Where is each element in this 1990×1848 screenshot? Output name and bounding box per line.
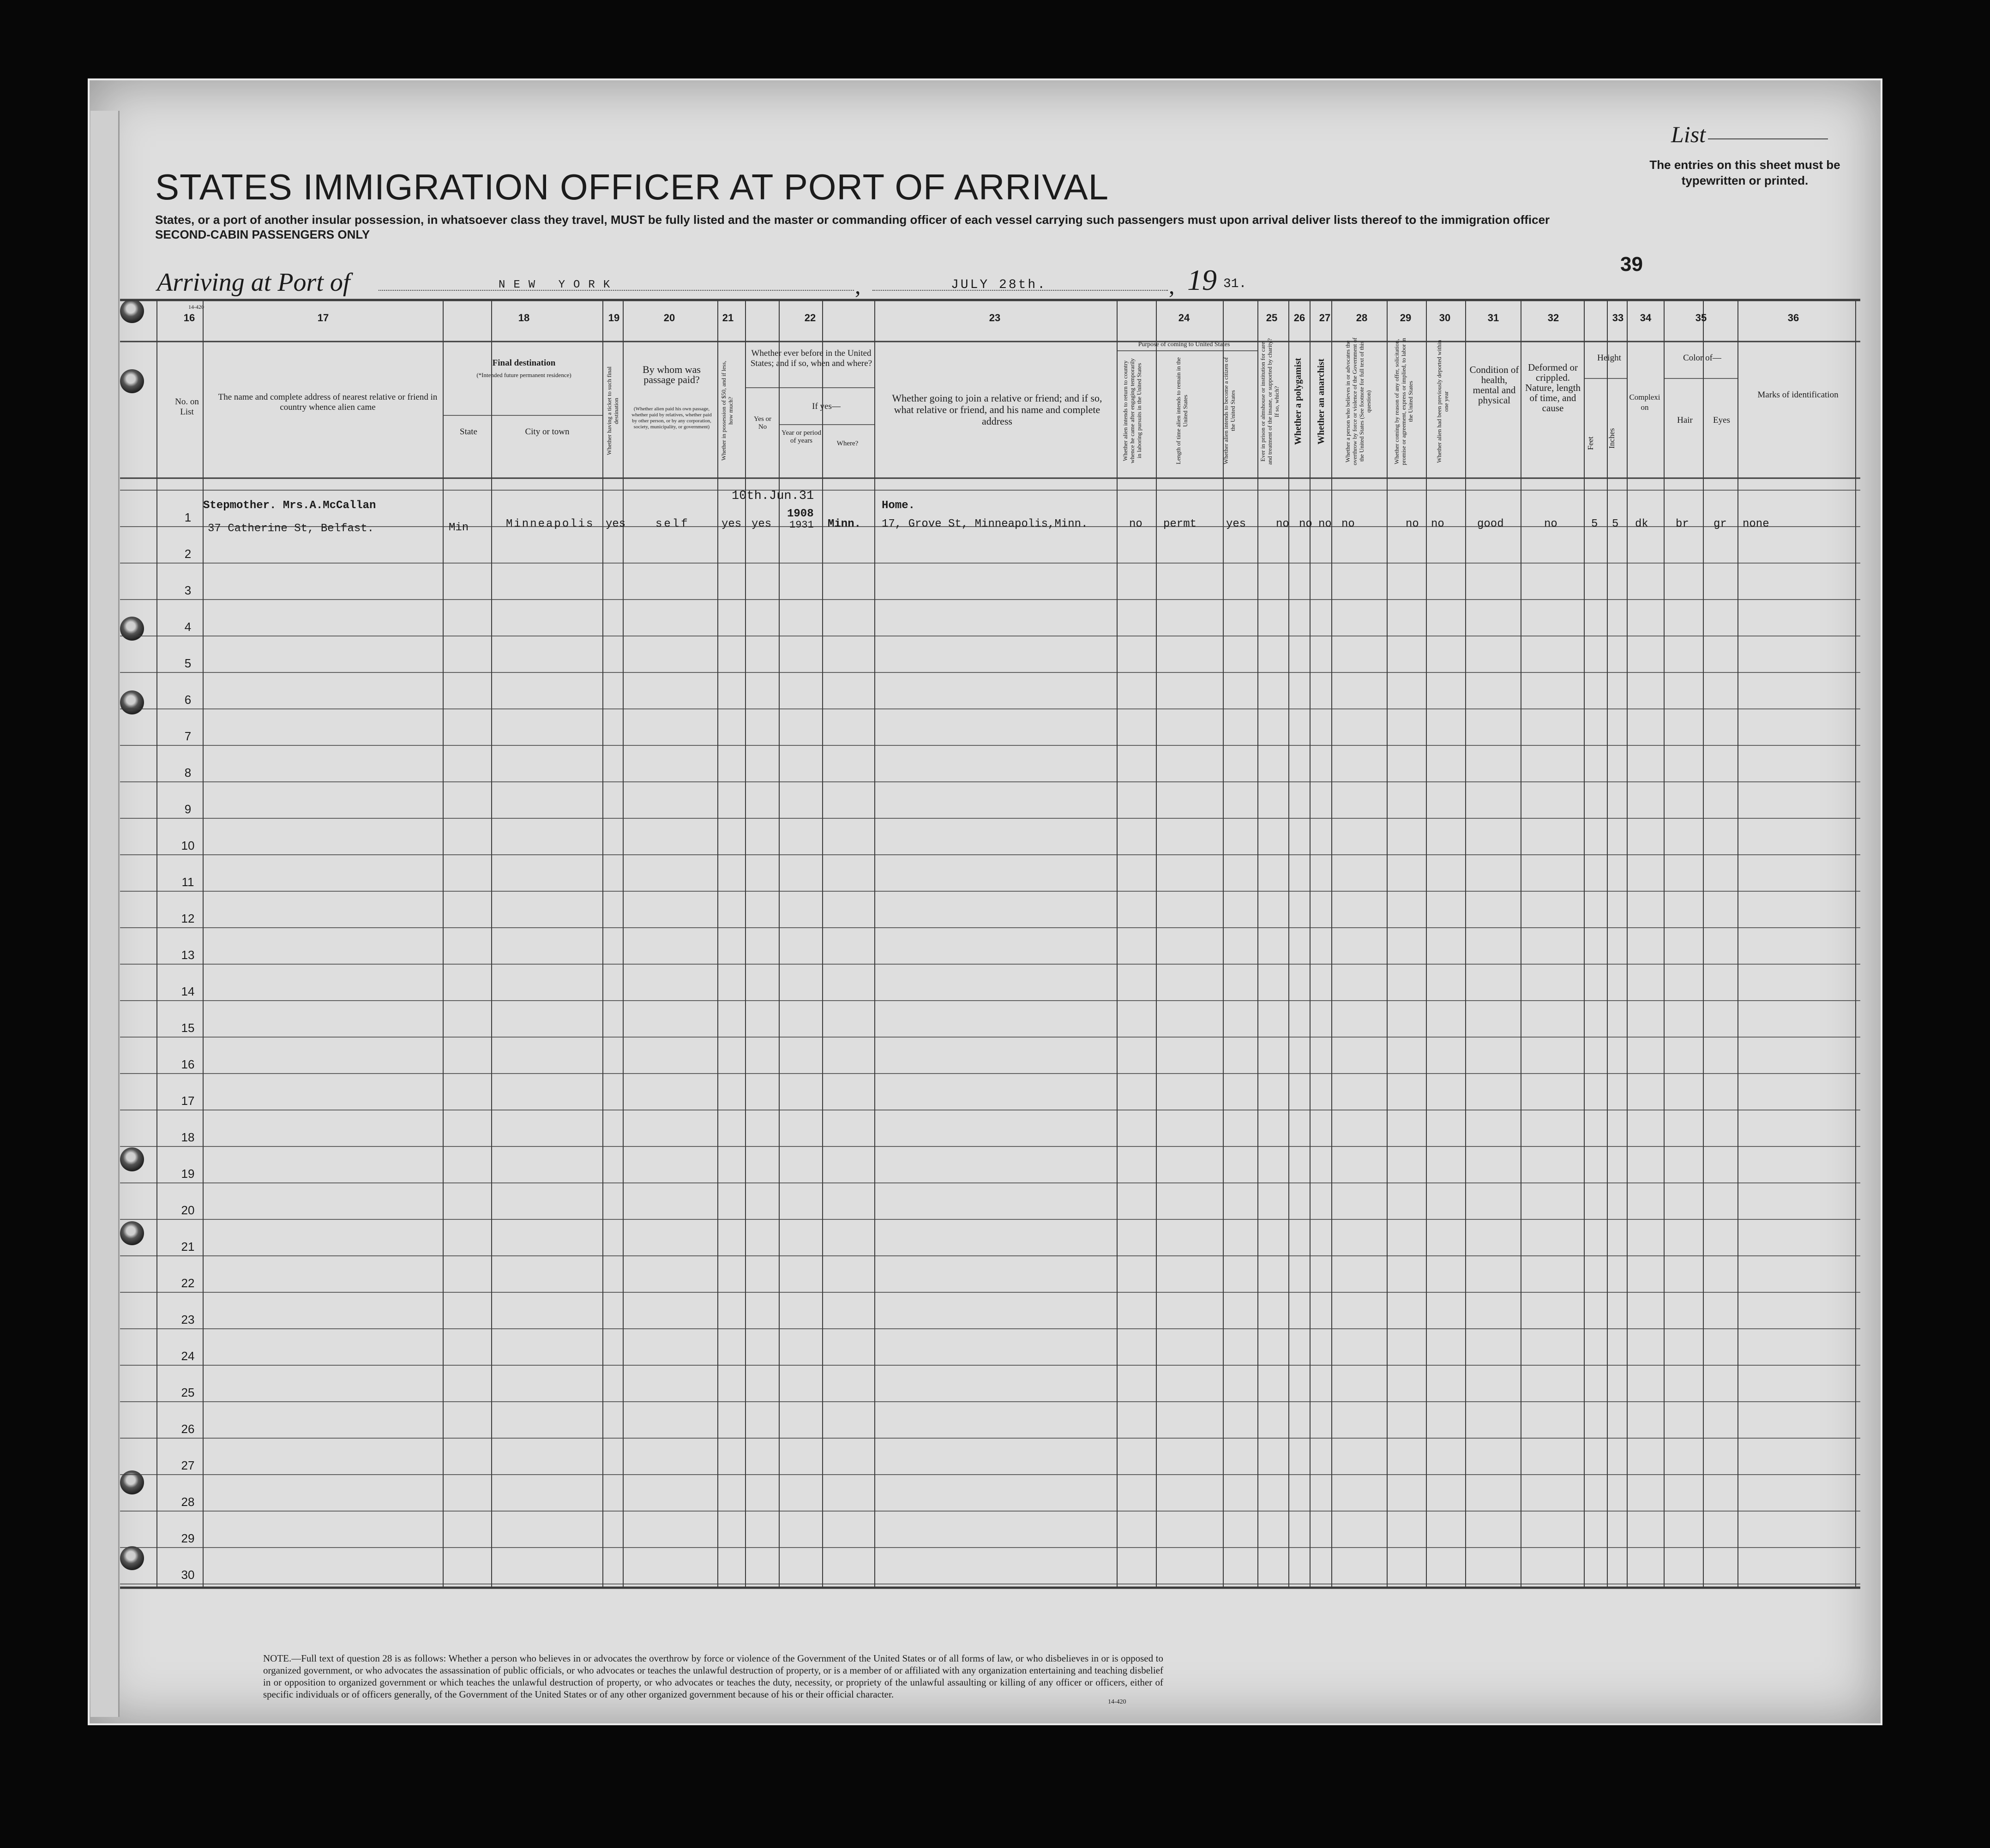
before-yes-no-value: yes [752, 518, 772, 530]
before-date-line1: 10th.Jun.31 [732, 489, 814, 503]
length-of-stay-value: permt [1163, 518, 1197, 530]
header-length-of-stay: Length of time alien intends to remain in the United States [1175, 357, 1189, 464]
row-number: 2 [184, 547, 192, 561]
port-value: NEW YORK [499, 279, 619, 291]
row-number: 27 [181, 1458, 195, 1472]
row-number: 26 [181, 1422, 195, 1436]
row-number: 29 [181, 1531, 195, 1545]
relative-name: Stepmother. Mrs.A.McCallan [203, 499, 376, 512]
inches-value: 5 [1612, 518, 1619, 530]
column-number: 23 [989, 312, 1001, 324]
header-ticket: Whether having a ticket to such final destination [606, 366, 619, 456]
header-health: Condition of health, mental and physical [1469, 364, 1519, 406]
header-polygamist: Whether a polygamist [1293, 358, 1303, 445]
form-title: STATES IMMIGRATION OFFICER AT PORT OF ARRIVAL [155, 167, 1109, 207]
typewritten-note: The entries on this sheet must be typewritten or printed. [1649, 158, 1840, 187]
passenger-class: SECOND-CABIN PASSENGERS ONLY [155, 228, 370, 241]
row-number: 22 [181, 1276, 195, 1290]
header-return-intent: Whether alien intends to return to country whence he came after engaging temporarily in laboring pursuits in the United States [1122, 358, 1142, 463]
header-before-in-us: Whether ever before in the United States; and if so, when and where? [750, 348, 872, 368]
prison-value: no [1276, 518, 1289, 530]
header-color-of: Color of— [1683, 353, 1721, 363]
header-marks: Marks of identification [1757, 390, 1839, 400]
header-state: State [460, 427, 477, 437]
anarchist-value: no [1318, 518, 1332, 530]
header-eyes: Eyes [1713, 415, 1730, 425]
header-complexion: Complexion [1629, 393, 1660, 412]
column-number: 30 [1439, 312, 1451, 324]
before-years-value: 1931 [789, 519, 814, 531]
row-number: 6 [184, 693, 192, 707]
row-number: 14 [181, 984, 195, 998]
header-purpose: Purpose of coming to United States [1138, 341, 1230, 348]
row-number: 15 [181, 1021, 195, 1035]
before-date-line2: 1908 [787, 508, 814, 520]
header-no-on-list: No. on List [175, 397, 199, 417]
destination-state: Min [449, 522, 469, 534]
row-number: 18 [181, 1130, 195, 1144]
hair-value: br [1676, 518, 1689, 530]
column-number: 29 [1400, 312, 1412, 324]
row-number: 16 [181, 1057, 195, 1071]
header-where: Where? [836, 440, 859, 447]
money-value: yes [721, 518, 742, 530]
column-number: 26 [1293, 312, 1305, 324]
row-number: 3 [184, 583, 192, 597]
header-hair: Hair [1677, 415, 1693, 425]
column-number: 21 [722, 312, 734, 324]
port-label: Arriving at Port of [157, 268, 350, 297]
column-number: 32 [1547, 312, 1559, 324]
column-number: 19 [608, 312, 620, 324]
passage-paid-value: self [655, 518, 690, 530]
row-number: 7 [184, 729, 192, 743]
arrival-date: JULY 28th. [951, 278, 1047, 292]
page-number: 39 [1620, 253, 1643, 276]
header-if-yes: If yes— [812, 402, 841, 411]
header-money: Whether in possession of $50, and if less, how much? [720, 360, 734, 461]
column-number: 27 [1319, 312, 1331, 324]
row-number: 8 [184, 766, 192, 780]
header-prison: Ever in prison or almshouse or institution for care and treatment of the insane, or supported by charity? If so, which? [1259, 338, 1280, 465]
header-deported: Whether alien had been previously deported within one year [1436, 340, 1449, 463]
year-suffix: 31. [1223, 277, 1247, 291]
row-number: 23 [181, 1313, 195, 1326]
column-number: 20 [663, 312, 675, 324]
column-number: 33 [1612, 312, 1624, 324]
column-number: 22 [804, 312, 816, 324]
list-label: List [1671, 121, 1706, 147]
row-number: 24 [181, 1349, 195, 1363]
polygamist-value: no [1299, 518, 1312, 530]
row-number: 4 [184, 620, 192, 634]
header-overthrow: Whether a person who believes in or advocates the overthrow by force or violence of the Government of the United States (See footnote for full text of this question) [1344, 337, 1372, 466]
header-height: Height [1597, 353, 1621, 363]
column-number: 18 [518, 312, 530, 324]
column-number: 24 [1178, 312, 1190, 324]
header-city: City or town [525, 427, 570, 437]
row-number: 19 [181, 1167, 195, 1181]
relative-address: 37 Catherine St, Belfast. [208, 522, 374, 535]
header-inches: Inches [1607, 428, 1616, 449]
row-number: 5 [184, 656, 192, 670]
column-number: 31 [1487, 312, 1499, 324]
row-number: 12 [181, 912, 195, 925]
header-deformed: Deformed or crippled. Nature, length of time, and cause [1525, 362, 1581, 414]
return-intent-value: no [1129, 518, 1142, 530]
row-number: 30 [181, 1568, 195, 1582]
instructions-text: States, or a port of another insular possession, in whatsoever class they travel, MUST be fully listed and the master or commanding officer of each vessel carrying such passengers must upon arrival deliver lists thereof to the immigration officer [155, 213, 1550, 227]
row-number: 1 [184, 510, 192, 524]
column-number: 36 [1787, 312, 1799, 324]
deformed-value: no [1544, 518, 1557, 530]
row-number: 9 [184, 802, 192, 816]
column-number: 34 [1640, 312, 1652, 324]
column-number: 25 [1266, 312, 1278, 324]
row-number: 25 [181, 1386, 195, 1399]
row-number: 10 [181, 839, 195, 852]
header-labor-offer: Whether coming by reason of any offer, solicitation, promise or agreement, express or implied, to labor in the United States [1393, 338, 1414, 465]
join-relative-line1: Home. [882, 499, 915, 512]
marks-value: none [1743, 518, 1769, 530]
row-number: 28 [181, 1495, 195, 1509]
before-where-value: Minn. [828, 518, 861, 530]
row-number: 13 [181, 948, 195, 962]
header-final-destination: Final destination [492, 358, 556, 368]
join-relative-line2: 17, Grove St, Minneapolis,Minn. [882, 518, 1088, 530]
health-value: good [1477, 518, 1504, 530]
column-number: 17 [317, 312, 329, 324]
deported-value: no [1431, 518, 1444, 530]
feet-value: 5 [1591, 518, 1598, 530]
header-citizen: Whether alien intends to become a citizen of the United States [1222, 357, 1236, 465]
header-years: Year or period of years [782, 429, 821, 444]
header-final-destination-sub: (*Intended future permanent residence) [476, 372, 571, 378]
ticket-value: yes [606, 518, 626, 530]
header-join-relative: Whether going to join a relative or friend; and if so, what relative or friend, and his name and complete address [892, 392, 1102, 427]
citizen-value: yes [1226, 518, 1246, 530]
column-number: 35 [1695, 312, 1707, 324]
form-code: 14-420 [188, 304, 204, 310]
header-anarchist: Whether an anarchist [1316, 359, 1326, 444]
destination-city: Minneapolis [506, 518, 595, 530]
column-number: 16 [183, 312, 195, 324]
row-number: 21 [181, 1240, 195, 1254]
separator-comma: , [855, 273, 861, 299]
footnote: NOTE.—Full text of question 28 is as follows: Whether a person who believes in or advocates the overthrow by force or violence of the Government of the United States or of all forms of law, or who disbelieves in or is opposed to organized government, or who advocates the assassination of public officials, or who advocates or teaches the unlawful destruction of property, or is a member of or affiliated with any organization entertaining and teaching disbelief in or opposition to organized government or which teaches the unlawful destruction of property, or who advocates or teaches the duty, necessity, or propriety of the unlawful assaulting or killing of any officer or officers, either of specific individuals or of officers generally, of the Government of the United States or of any other organized government because of his or their official character. [263, 1653, 1163, 1700]
row-number: 17 [181, 1094, 195, 1108]
column-number: 28 [1356, 312, 1368, 324]
header-relative-address: The name and complete address of nearest relative or friend in country whence alien came [218, 392, 438, 412]
year-prefix: 19 [1187, 264, 1217, 296]
complexion-value: dk [1635, 518, 1648, 530]
row-number: 11 [181, 875, 194, 889]
labor-offer-value: no [1406, 518, 1419, 530]
separator-comma: , [1169, 273, 1175, 299]
header-feet: Feet [1586, 436, 1595, 450]
header-passage-paid: By whom was passage paid? [643, 364, 701, 385]
header-passage-paid-sub: (Whether alien paid his own passage, whether paid by relatives, whether paid by other person, or by any corporation, society, municipality, or government) [631, 406, 712, 430]
header-yes-no: Yes or No [753, 415, 772, 431]
overthrow-value: no [1341, 518, 1355, 530]
form-code-bottom: 14-420 [1108, 1698, 1126, 1705]
row-number: 20 [181, 1203, 195, 1217]
eyes-value: gr [1713, 518, 1727, 530]
